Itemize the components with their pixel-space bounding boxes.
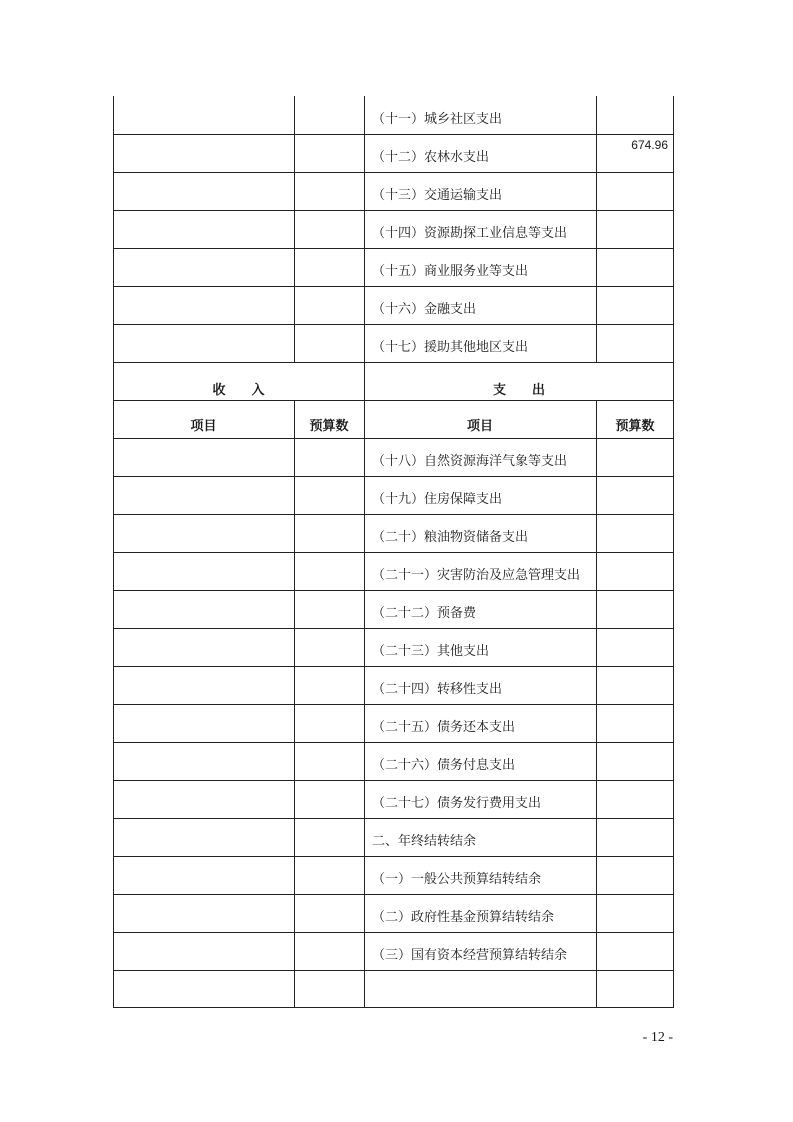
row-divider	[113, 628, 674, 629]
expense-item-label: （十五）商业服务业等支出	[372, 264, 529, 279]
row-divider	[113, 894, 674, 895]
income-section-header: 收 入	[212, 383, 265, 398]
column-header-divider	[113, 400, 674, 401]
expense-item-column-header: 项目	[466, 419, 493, 434]
expense-item-label: （十四）资源勘探工业信息等支出	[372, 226, 568, 241]
row-divider	[113, 476, 674, 477]
row-divider	[113, 552, 674, 553]
expense-item-label: （十九）住房保障支出	[372, 492, 503, 507]
row-divider	[113, 514, 674, 515]
column-divider-3-upper	[596, 96, 597, 362]
row-divider	[113, 324, 674, 325]
expense-item-label: （二十）粮油物资储备支出	[372, 530, 529, 545]
row-divider	[113, 932, 674, 933]
expense-item-label: （十二）农林水支出	[372, 150, 490, 165]
section-divider	[113, 362, 674, 363]
row-divider	[113, 172, 674, 173]
expense-item-label: （十七）援助其他地区支出	[372, 340, 529, 355]
row-divider	[113, 134, 674, 135]
expense-item-label: （二十四）转移性支出	[372, 682, 503, 697]
table-border-bottom	[113, 1007, 674, 1008]
expense-item-label: （二十七）债务发行费用支出	[372, 796, 542, 811]
row-divider	[113, 742, 674, 743]
expense-section-header: 支 出	[492, 383, 545, 398]
expense-item-label: （二）政府性基金预算结转结余	[372, 910, 555, 925]
expense-item-label: （二十三）其他支出	[372, 644, 490, 659]
row-divider	[113, 856, 674, 857]
row-divider	[113, 818, 674, 819]
row-divider	[113, 780, 674, 781]
expense-budget-column-header: 预算数	[615, 419, 655, 434]
row-divider	[113, 666, 674, 667]
expense-item-label: （二十六）债务付息支出	[372, 758, 516, 773]
column-divider-1-upper	[294, 96, 295, 362]
expense-item-label: （二十一）灾害防治及应急管理支出	[372, 568, 581, 583]
row-divider	[113, 286, 674, 287]
income-item-column-header: 项目	[190, 419, 217, 434]
page-number: - 12 -	[642, 1030, 673, 1045]
row-divider	[113, 248, 674, 249]
expense-item-label: （十八）自然资源海洋气象等支出	[372, 454, 568, 469]
expense-item-label: （二十二）预备费	[372, 606, 477, 621]
row-divider	[113, 704, 674, 705]
expense-item-label: （十一）城乡社区支出	[372, 112, 503, 127]
row-divider	[113, 438, 674, 439]
income-budget-column-header: 预算数	[309, 419, 349, 434]
row-divider	[113, 210, 674, 211]
expense-item-label: （十六）金融支出	[372, 302, 477, 317]
expense-item-label: （二十五）债务还本支出	[372, 720, 516, 735]
row-divider	[113, 970, 674, 971]
expense-item-label: （三）国有资本经营预算结转结余	[372, 948, 568, 963]
row-divider	[113, 590, 674, 591]
budget-table	[113, 96, 674, 1008]
expense-item-value: 674.96	[631, 138, 668, 152]
expense-item-label: （一）一般公共预算结转结余	[372, 872, 542, 887]
expense-item-label: 二、年终结转结余	[372, 834, 477, 849]
expense-item-label: （十三）交通运输支出	[372, 188, 503, 203]
